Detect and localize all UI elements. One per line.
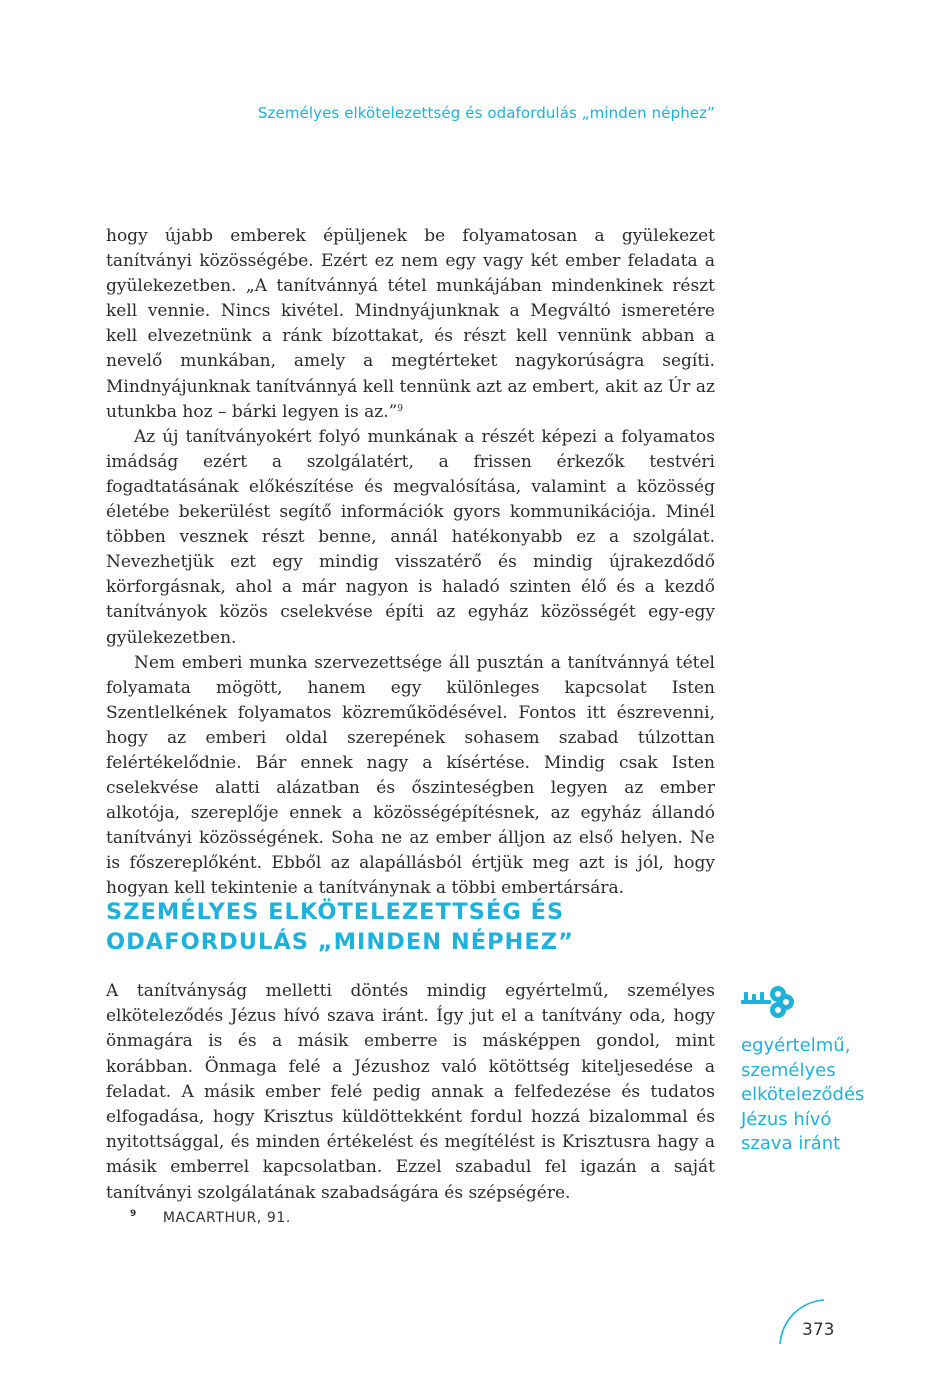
body-text bbox=[106, 224, 715, 902]
section-paragraph: A tanítványság melletti döntés mindig egyértelmű, személyes elköteleződés Jézus hívó szava iránt. Így jut el a tanítvány oda, hogy önmagára is és a másik emberre is másképpen gondol, mint korábban. Önmaga felé a Jézushoz való kötöttség kiteljesedése a feladat. A másik ember felé pedig annak a felfedezése és tudatos elfogadása, hogy Krisztus küldöttekként fordul hozzá bizalommal és nyitottsággal, és minden értékelést és megítélést is Krisztusra hagy a másik emberrel kapcsolatban. Ezzel szabadul fel igazán a saját tanítványi szolgálatának szabadságára és szépségére. bbox=[106, 981, 715, 1203]
paragraph-1-text: hogy újabb emberek épüljenek be folyamatosan a gyülekezet tanítványi közösségébe. Ezért ez nem egy vagy két ember feladata a gyülekezetben. „A tanítvánnyá tétel munkájában mindenkinek részt kell vennie. Nincs kivétel. Mindnyájunknak a Megváltó ismeretére kell elvezetnünk a ránk bízottakat, és részt kell vennünk abban a nevelő munkában, amely a megtérteket nagykorúságra segíti. Mindnyájunknak tanítvánnyá kell tennünk azt az embert, akit az Úr az utunkba hoz – bárki legyen is az.” bbox=[106, 226, 715, 422]
section-heading-line-2: ODAFORDULÁS „MINDEN NÉPHEZ” bbox=[106, 929, 574, 955]
sidenote bbox=[741, 1034, 921, 1157]
sidenote-line: egyértelmű, bbox=[741, 1035, 851, 1056]
footnote-text: MACARTHUR, 91. bbox=[162, 1210, 291, 1226]
page-number: 373 bbox=[802, 1320, 835, 1340]
sidenote-line: elköteleződés bbox=[741, 1084, 865, 1105]
footnote-reference[interactable]: 9 bbox=[397, 403, 404, 414]
sidenote-line: személyes bbox=[741, 1059, 836, 1081]
running-header: Személyes elkötelezettség és odafordulás „minden néphez” bbox=[257, 104, 715, 122]
paragraph-3: Nem emberi munka szervezettsége áll pusztán a tanítvánnyá tétel folyamata mögött, hanem egy különleges kapcsolat Isten Szentlelkének folyamatos közreműködésével. Fontos itt észrevenni, hogy az emberi oldal szerepének sohasem szabad túlzottan felértékelődnie. Bár ennek nagy a kísértése. Mindig csak Isten cselekvése alatti alázatban és őszinteségben legyen az ember alkotója, szereplője ennek a közösségépítésnek, az egyház állandó tanítványi közösségének. Soha ne az ember álljon az első helyen. Ne is főszereplőként. Ebből az alapállásból értjük meg azt is jól, hogy hogyan kell tekintenie a tanítványnak a többi embertársára. bbox=[106, 652, 715, 899]
paragraph-1 bbox=[106, 224, 715, 425]
sidenote-line: szava iránt bbox=[741, 1133, 841, 1154]
section-heading bbox=[106, 897, 726, 957]
footnote bbox=[130, 1209, 291, 1226]
paragraph-2: Az új tanítványokért folyó munkának a részét képezi a folyamatos imádság ezért a szolgálatért, a frissen érkezők testvéri fogadtatásának előkészítése és megvalósítása, valamint a közösség életébe bekerülést segítő információk gyors kommunikációja. Minél többen vesznek részt benne, annál hatékonyabb ez a szolgálat. Nevezhetjük ezt egy mindig visszatérő és mindig újrakezdődő körforgásnak, ahol a már nagyon is haladó szinten élő és a kezdő tanítványok közös cselekvése építi az egyház közösségét egy-egy gyülekezetben. bbox=[106, 426, 715, 648]
section-heading-line-1: SZEMÉLYES ELKÖTELEZETTSÉG ÉS bbox=[106, 899, 565, 925]
sidenote-line: Jézus hívó bbox=[741, 1108, 832, 1130]
key-icon bbox=[740, 982, 794, 1020]
footnote-number: 9 bbox=[130, 1209, 137, 1219]
